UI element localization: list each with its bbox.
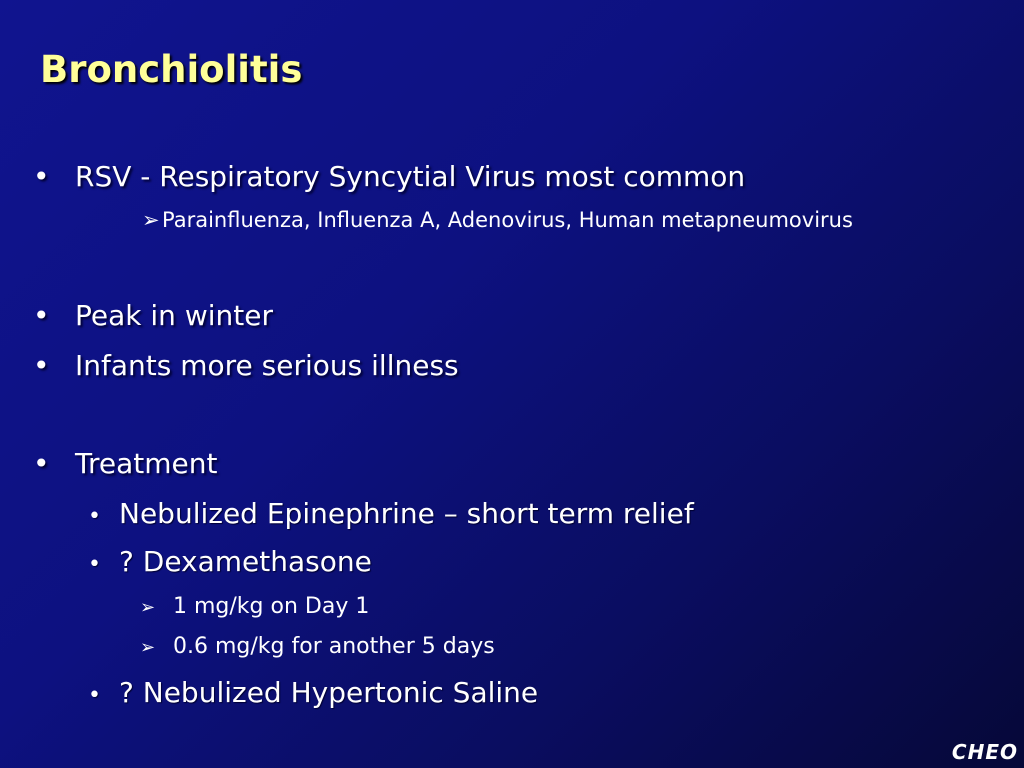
sub-bullet-item — [88, 545, 372, 578]
bullet-text: Parainfluenza, Influenza A, Adenovirus, Human metapneumovirus — [162, 208, 853, 232]
bullet-text: Infants more serious illness — [75, 349, 459, 382]
bullet-text: Nebulized Epinephrine – short term relief — [119, 497, 694, 530]
bullet-text: RSV - Respiratory Syncytial Virus most common — [75, 160, 746, 193]
bullet-marker: • — [33, 349, 50, 382]
bullet-marker: • — [88, 504, 101, 529]
bullet-item — [33, 160, 745, 193]
bullet-item — [33, 349, 459, 382]
sub-bullet-item — [88, 497, 694, 530]
sub-sub-bullet-item — [140, 634, 495, 659]
bullet-text: 1 mg/kg on Day 1 — [173, 594, 370, 619]
arrow-bullet-icon: ➢ — [140, 597, 156, 618]
sub-sub-bullet-item — [140, 594, 369, 619]
sub-bullet-item — [142, 208, 853, 232]
bullet-text: ? Dexamethasone — [119, 545, 372, 578]
bullet-text: 0.6 mg/kg for another 5 days — [173, 634, 495, 659]
bullet-text: Treatment — [75, 447, 218, 480]
slide-title: Bronchiolitis — [40, 48, 303, 91]
bullet-text: ? Nebulized Hypertonic Saline — [119, 676, 539, 709]
bullet-marker: • — [33, 299, 50, 332]
sub-bullet-item — [88, 676, 538, 709]
bullet-marker: • — [33, 447, 50, 480]
bullet-item — [33, 447, 217, 480]
bullet-text: Peak in winter — [75, 299, 273, 332]
bullet-item — [33, 299, 273, 332]
arrow-bullet-icon: ➢ — [140, 637, 156, 658]
arrow-bullet-icon: ➢ — [142, 208, 160, 232]
bullet-marker: • — [88, 552, 101, 577]
cheo-logo: CHEO — [951, 740, 1018, 764]
bullet-marker: • — [33, 160, 50, 193]
bullet-marker: • — [88, 683, 101, 708]
